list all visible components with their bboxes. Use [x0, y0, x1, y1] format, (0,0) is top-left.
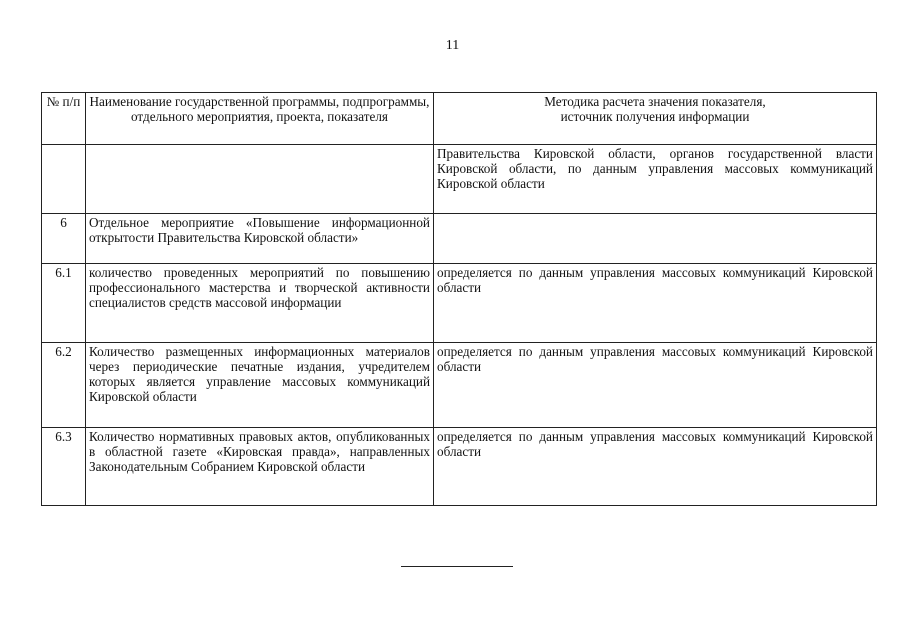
row-name: количество проведенных мероприятий по повышению профессионального мастерства и творческой активности специалистов средств массовой информации: [86, 264, 434, 343]
header-method-line1: Методика расчета значения показателя,: [544, 94, 766, 109]
row-method: [434, 214, 877, 264]
row-name: Количество размещенных информационных материалов через периодические печатные издания, учредителем которых является управление массовых коммуникаций Кировской области: [86, 343, 434, 428]
header-method: [434, 93, 877, 145]
row-name: Отдельное мероприятие «Повышение информационной открытости Правительства Кировской области»: [86, 214, 434, 264]
row-name: [86, 145, 434, 214]
table-row: [42, 343, 877, 428]
table-row: [42, 214, 877, 264]
indicator-table: [41, 92, 877, 506]
header-num: № п/п: [42, 93, 86, 145]
footer-divider: [401, 566, 513, 567]
table-header-row: [42, 93, 877, 145]
row-num: [42, 145, 86, 214]
row-num: 6: [42, 214, 86, 264]
row-method: определяется по данным управления массовых коммуникаций Кировской области: [434, 343, 877, 428]
table-row: [42, 428, 877, 506]
row-method: определяется по данным управления массовых коммуникаций Кировской области: [434, 428, 877, 506]
row-num: 6.3: [42, 428, 86, 506]
table-row: [42, 264, 877, 343]
row-num: 6.1: [42, 264, 86, 343]
row-method: Правительства Кировской области, органов государственной власти Кировской области, по данным управления массовых коммуникаций Кировской области: [434, 145, 877, 214]
header-name: Наименование государственной программы, подпрограммы, отдельного мероприятия, проекта, показателя: [86, 93, 434, 145]
row-num: 6.2: [42, 343, 86, 428]
page-number: 11: [445, 38, 460, 53]
row-method: определяется по данным управления массовых коммуникаций Кировской области: [434, 264, 877, 343]
header-method-line2: источник получения информации: [560, 109, 750, 124]
table-row: [42, 145, 877, 214]
row-name: Количество нормативных правовых актов, опубликованных в областной газете «Кировская правда», направленных Законодательным Собранием Кировской области: [86, 428, 434, 506]
